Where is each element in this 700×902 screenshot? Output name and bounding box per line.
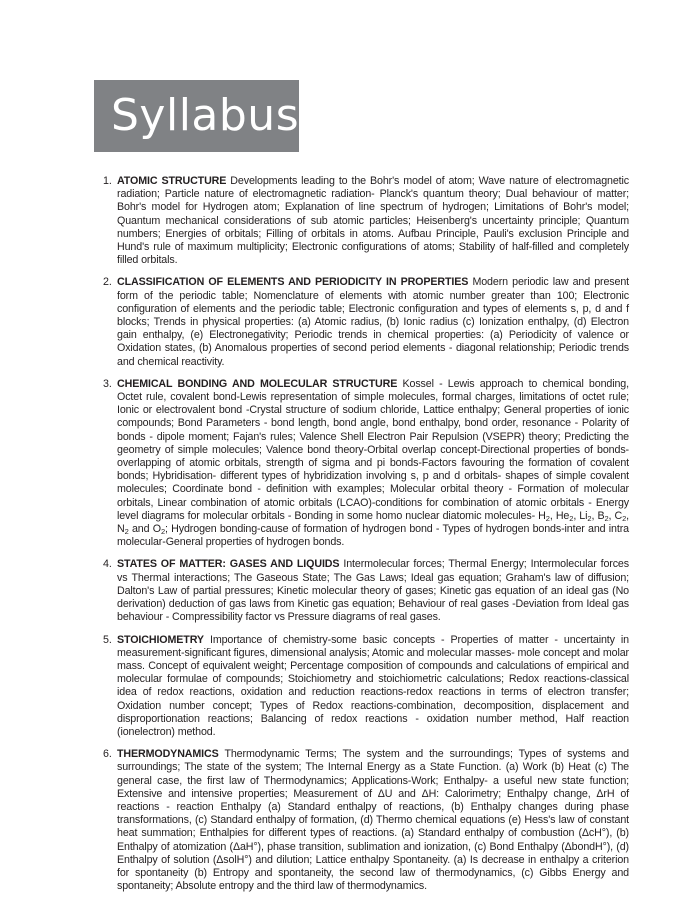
molecule-formula: $N_2$ and [117, 523, 153, 537]
unit-description: Thermodynamic Terms; The system and the surroundings; Types of systems and surroundings; The state of the system; The Internal Energy as a State Function. (a) Work (b) Heat (c) The general case, the first law of Thermodynamics; Applications-Work; Enthalpy- a useful new state function; Extensive and intensive properties; Measurement of ΔU and ΔH: Calorimetry; Enthalpy change, ΔrH of reactions - reaction Enthalpy (a) Standard enthalpy of reactions, (b) Enthalpy changes during phase transformations, (c) Standard enthalpy of formation, (d) Thermo chemical equations (e) Hess's law of constant heat summation; Enthalpies for different types of reactions. (a) Standard enthalpy of combustion (ΔcH°), (b) Enthalpy of atomization (ΔaH°), phase transition, sublimation and ionization, (c) Bond Enthalpy (ΔbondH°), (d) Enthalpy of solution (ΔsolH°) and dilution; Lattice enthalpy Spontaneity. (a) Is decrease in enthalpy a criterion for spontaneity (b) Entropy and spontaneity, the second law of thermodynamics, (c) Gibbs Energy and spontaneity; Absolute entropy and the third law of thermodynamics. [117, 748, 629, 893]
list-item [103, 276, 630, 368]
list-item [103, 633, 629, 740]
item-number: 5. [103, 633, 112, 646]
unit-description: Developments leading to the Bohr's model of atom; Wave nature of electromagnetic radiation; Particle nature of electromagnetic radiation- Planck's quantum theory; Dual behaviour of matter; Bohr's model for Hydrogen atom; Explanation of line spectrum of hydrogen; Limitations of Bohr's model; Quantum mechanical considerations of sub atomic particles; Heisenberg's uncertainty principle; Quantum numbers; Energies of orbitals; Filling of orbitals in atoms. Aufbau Principle, Pauli's exclusion Principle and Hund's rule of maximum multiplicity; Electronic configurations of atoms; Stability of half-filled and completely filled orbitals. [117, 175, 629, 267]
item-number: 6. [103, 748, 112, 761]
molecule-formula: $O_2$ [152, 523, 166, 537]
item-number: 1. [103, 175, 112, 187]
item-number: 3. [103, 377, 112, 390]
unit-description: Intermolecular forces; Thermal Energy; Intermolecular forces vs Thermal interactions; The Gaseous State; The Gas Laws; Ideal gas equation; Graham's law of diffusion; Dalton's Law of partial pressures; Kinetic molecular theory of gases; Kinetic gas equation of an ideal gas (No derivation) deduction of gas laws from Kinetic gas equation; Behaviour of real gases -Deviation from Ideal gas behaviour - Compressibility factor vs Pressure diagrams of real gases. [117, 558, 629, 624]
unit-heading: ATOMIC STRUCTURE [117, 175, 227, 187]
unit-heading: THERMODYNAMICS [117, 748, 219, 761]
unit-heading: CLASSIFICATION OF ELEMENTS AND PERIODICITY IN PROPERTIES [117, 276, 469, 289]
unit-description-continued: ; Hydrogen bonding-cause of formation of hydrogen bond - Types of hydrogen bonds-inter and intra molecular-General properties of hydrogen bonds. [117, 523, 629, 549]
molecule-formula: $B_2$, [597, 509, 615, 523]
unit-heading: STATES OF MATTER: GASES AND LIQUIDS [117, 558, 340, 571]
unit-description: Importance of chemistry-some basic concepts - Properties of matter - uncertainty in measurement-significant figures, dimensional analysis; Atomic and molecular masses- mole concept and molar mass. Concept of equivalent weight; Percentage composition of compounds and calculations of empirical and molecular formulae of compounds; Stoichiometry and stoichiometric calculations; Redox reactions-classical idea of redox reactions, oxidation and reduction reactions-redox reactions in terms of electron transfer; Oxidation number concept; Types of Redox reactions-combination, decomposition, displacement and disproportionation reactions; Balancing of redox reactions - oxidation number method, Half reaction (ionelectron) method. [117, 633, 629, 738]
list-item [103, 175, 629, 267]
molecule-formula: $He_2$, [555, 509, 580, 523]
list-item [103, 377, 630, 550]
item-number: 4. [103, 558, 112, 571]
unit-heading: CHEMICAL BONDING AND MOLECULAR STRUCTURE [117, 377, 398, 390]
unit-description: Modern periodic law and present form of the periodic table; Nomenclature of elements with atomic number greater than 100; Electronic configuration of elements and the periodic table; Electronic configuration and types of elements s, p, d and f blocks; Trends in physical properties: (a) Atomic radius, (b) Ionic radius (c) Ionization enthalpy, (d) Electron gain enthalpy, (e) Electronegativity; Periodic trends in chemical properties: (a) Periodicity of valence or Oxidation states, (b) Anomalous properties of second period elements - diagonal relationship; Periodic trends and chemical reactivity. [117, 276, 630, 368]
unit-heading: STOICHIOMETRY [117, 633, 204, 646]
molecule-formula: $C_2$, [614, 509, 630, 523]
unit-description: Kossel - Lewis approach to chemical bonding, Octet rule, covalent bond-Lewis representation of simple molecules, formal charges, limitations of octet rule; Ionic or electrovalent bond -Crystal structure of sodium chloride, Lattice enthalpy; General properties of ionic compounds; Bond Parameters - bond length, bond angle, bond enthalpy, bond order, resonance - Polarity of bonds - dipole moment; Fajan's rules; Valence Shell Electron Pair Repulsion (VSEPR) theory; Predicting the geometry of simple molecules; Valence bond theory-Orbital overlap concept-Directional properties of bonds-overlapping of atomic orbitals, strength of sigma and pi bonds-Factors favouring the formation of covalent bonds; Hybridisation- different types of hybridization involving s, p and d orbitals- shapes of simple covalent molecules; Coordinate bond - definition with examples; Molecular orbital theory - Formation of molecular orbitals, Linear combination of atomic orbitals (LCAO)-conditions for combination of atomic orbitals - Energy level diagrams for molecular orbitals - Bonding in some homo nuclear diatomic molecules- [117, 377, 629, 522]
syllabus-title-banner [94, 80, 299, 152]
list-item [103, 748, 629, 893]
syllabus-list [103, 175, 630, 902]
item-number: 2. [103, 276, 112, 289]
page-title: Syllabus [111, 90, 300, 141]
list-item [103, 558, 629, 624]
molecule-formula: $Li_2$, [579, 509, 598, 523]
molecule-formula: $H_2$, [538, 509, 556, 523]
